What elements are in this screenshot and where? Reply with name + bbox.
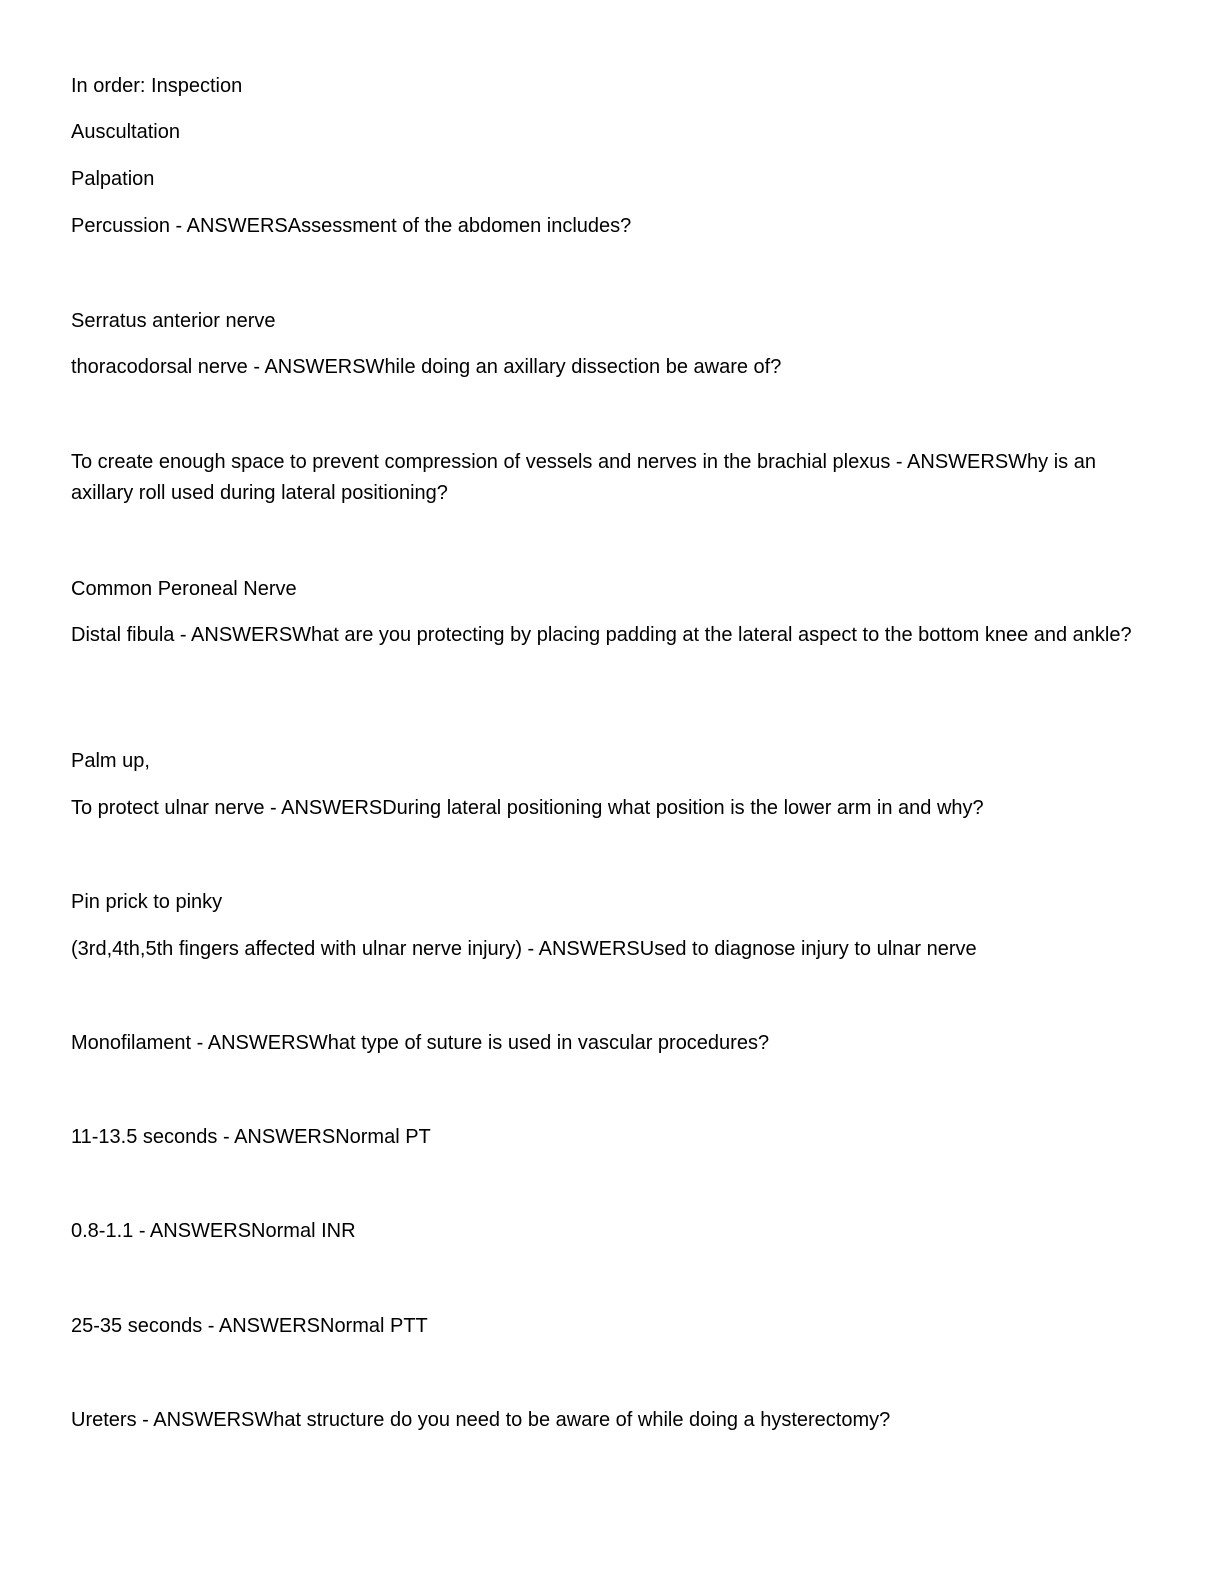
text-line: Monofilament - ANSWERSWhat type of suture is used in vascular procedures? [71,1032,770,1054]
text-paragraph: To create enough space to prevent compression of vessels and nerves in the brachial plexus - ANSWERSWhy is an axillary roll used during lateral positioning? [71,451,1096,504]
text-line: Auscultation [71,121,180,143]
text-line: Pin prick to pinky [71,891,223,913]
text-line: Serratus anterior nerve [71,310,276,332]
text-line: Ureters - ANSWERSWhat structure do you need to be aware of while doing a hysterectomy? [71,1409,891,1431]
text-line: 25-35 seconds - ANSWERSNormal PTT [71,1315,428,1337]
text-line: thoracodorsal nerve - ANSWERSWhile doing an axillary dissection be aware of? [71,356,782,378]
text-line: 11-13.5 seconds - ANSWERSNormal PT [71,1126,431,1148]
text-line: (3rd,4th,5th fingers affected with ulnar nerve injury) - ANSWERSUsed to diagnose injury to ulnar nerve [71,938,977,960]
text-line: To protect ulnar nerve - ANSWERSDuring lateral positioning what position is the lower arm in and why? [71,797,984,819]
text-line: In order: Inspection [71,75,243,97]
text-line: Common Peroneal Nerve [71,578,297,600]
text-line: Percussion - ANSWERSAssessment of the abdomen includes? [71,215,632,237]
text-line: 0.8-1.1 - ANSWERSNormal INR [71,1220,356,1242]
text-paragraph: Distal fibula - ANSWERSWhat are you protecting by placing padding at the lateral aspect to the bottom knee and ankle? [71,624,1132,646]
text-line: Palm up, [71,750,150,772]
text-line: Palpation [71,168,155,190]
